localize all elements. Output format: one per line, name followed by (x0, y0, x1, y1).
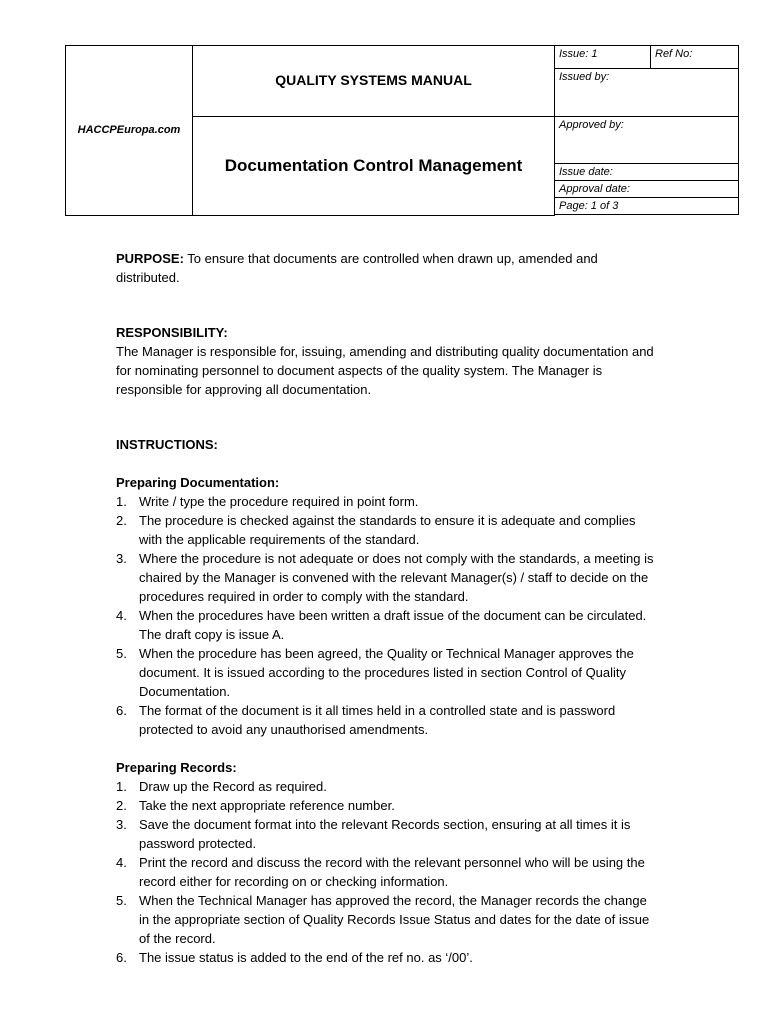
list-item: 6. The issue status is added to the end of the ref no. as ‘/00’. (116, 950, 473, 965)
list-item: 1. Write / type the procedure required in point form. (116, 494, 419, 509)
preparing-records-list (116, 777, 656, 967)
list-item: 2. The procedure is checked against the standards to ensure it is adequate and complies with the applicable requirements of the standard. (116, 513, 636, 547)
list-item: 5. When the Technical Manager has approved the record, the Manager records the change in the appropriate section of Quality Records Issue Status and dates for the date of issue of the record. (116, 893, 650, 946)
issue-cell: Issue: 1 (555, 46, 651, 69)
approval-date-cell: Approval date: (555, 181, 739, 198)
responsibility-heading: RESPONSIBILITY: (116, 325, 228, 340)
list-item: 3. Save the document format into the relevant Records section, ensuring at all times it is password protected. (116, 817, 631, 851)
doc-title: Documentation Control Management (224, 155, 523, 175)
manual-title-cell (193, 46, 555, 117)
list-item: 2. Take the next appropriate reference number. (116, 798, 395, 813)
ref-no-cell: Ref No: (651, 46, 739, 69)
purpose-label: PURPOSE: (116, 251, 184, 266)
list-item: 4. Print the record and discuss the record with the relevant personnel who will be using the record either for recording on or checking information. (116, 855, 645, 889)
doc-title-cell (193, 117, 555, 216)
issue-date-cell: Issue date: (555, 164, 739, 181)
manual-title: QUALITY SYSTEMS MANUAL (275, 72, 472, 88)
list-item: 5. When the procedure has been agreed, the Quality or Technical Manager approves the document. It is issued according to the procedures listed in section Control of Quality Documentation. (116, 646, 634, 699)
document-header-table (65, 45, 739, 216)
list-item: 4. When the procedures have been written a draft issue of the document can be circulated. The draft copy is issue A. (116, 608, 647, 642)
preparing-documentation-list (116, 492, 656, 739)
preparing-records-heading: Preparing Records: (116, 760, 237, 775)
document-body (116, 249, 656, 967)
list-item: 1. Draw up the Record as required. (116, 779, 327, 794)
issued-by-cell: Issued by: (555, 69, 739, 117)
responsibility-text: The Manager is responsible for, issuing, amending and distributing quality documentation and for nominating personnel to document aspects of the quality system. The Manager is responsible for approving all documentation. (116, 344, 654, 397)
instructions-heading: INSTRUCTIONS: (116, 437, 218, 452)
purpose-text: To ensure that documents are controlled when drawn up, amended and distributed. (116, 251, 598, 285)
org-logo-text: HACCPEuropa.com (66, 46, 193, 216)
preparing-documentation-heading: Preparing Documentation: (116, 475, 280, 490)
page-number-cell: Page: 1 of 3 (555, 198, 739, 215)
list-item: 6. The format of the document is it all times held in a controlled state and is password protected to avoid any unauthorised amendments. (116, 703, 616, 737)
purpose-paragraph (116, 249, 656, 287)
list-item: 3. Where the procedure is not adequate or does not comply with the standards, a meeting is chaired by the Manager is convened with the relevant Manager(s) / staff to decide on the procedures required in order to comply with the standard. (116, 551, 654, 604)
approved-by-cell: Approved by: (555, 117, 739, 164)
